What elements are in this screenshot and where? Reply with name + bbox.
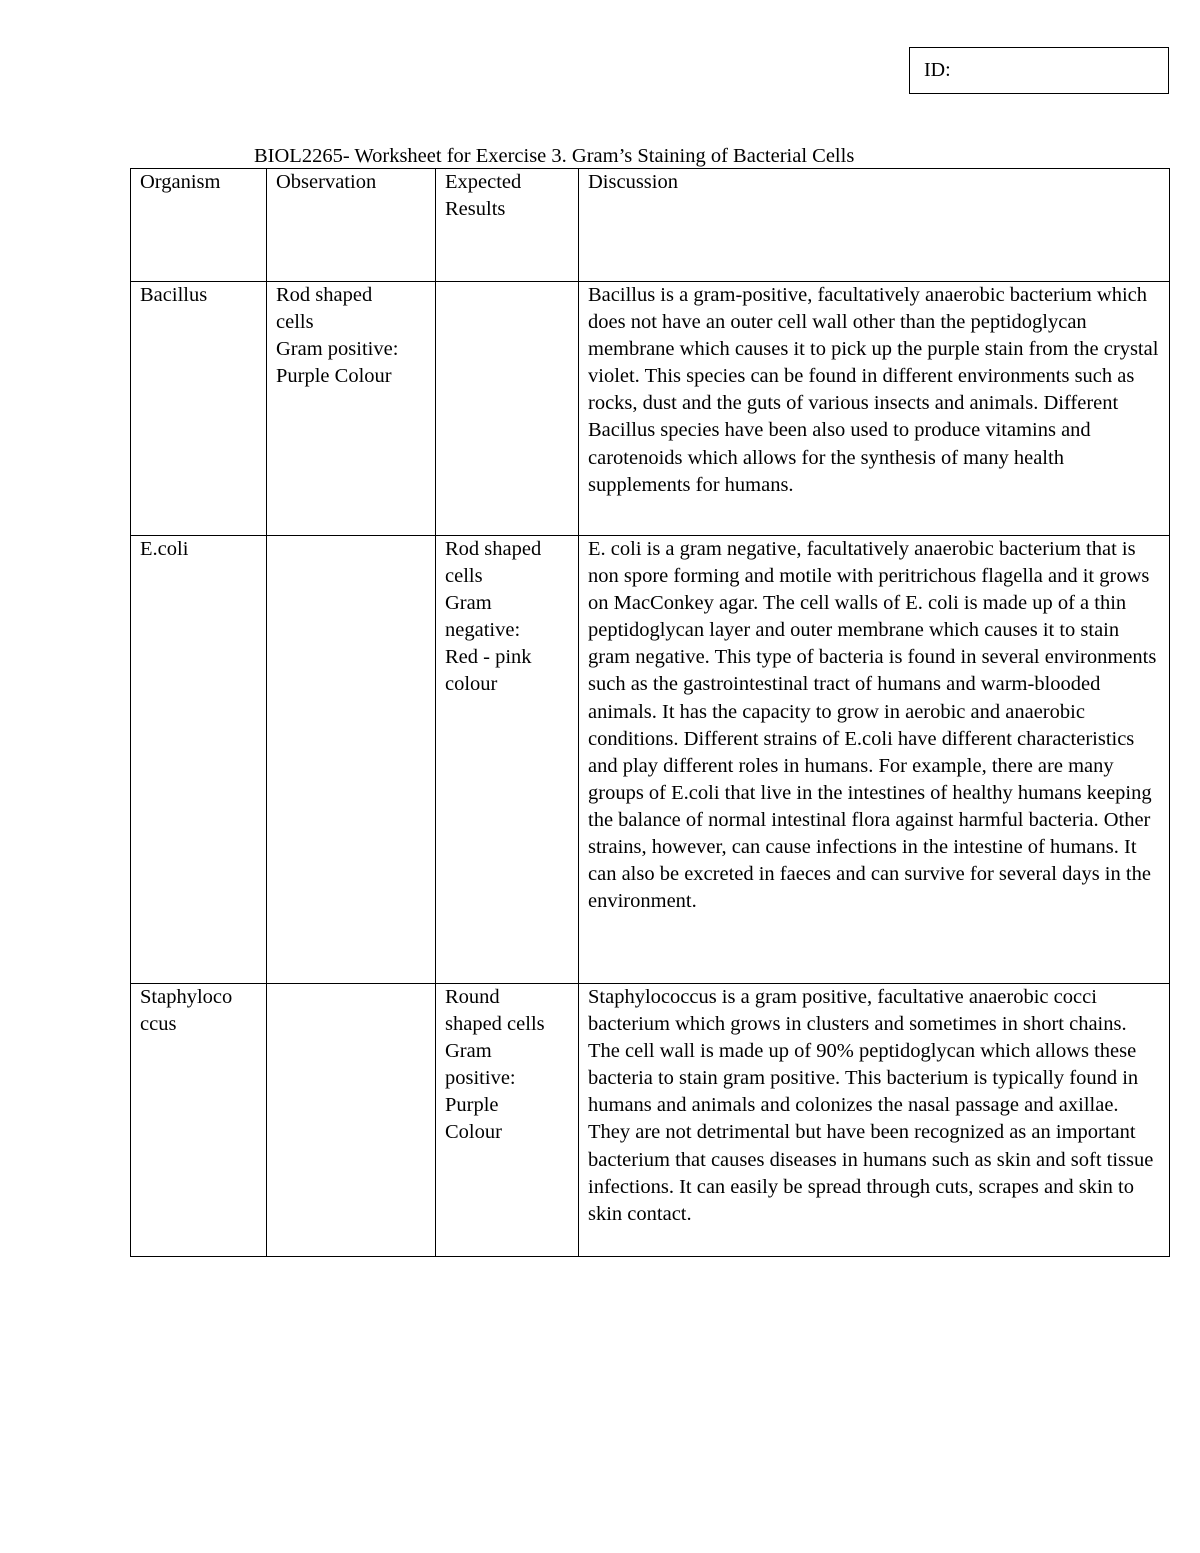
organism-cell: Bacillus [131, 282, 267, 536]
id-field[interactable] [909, 47, 1169, 94]
expected-results-cell [436, 282, 579, 536]
discussion-cell: E. coli is a gram negative, facultatively anaerobic bacterium that is non spore forming and motile with peritrichous flagella and it grows on MacConkey agar. The cell walls of E. coli is made up of a thin peptidoglycan layer and outer membrane which causes it to stain gram negative. This type of bacteria is found in several environments such as the gastrointestinal tract of humans and warm-blooded animals. It has the capacity to grow in aerobic and anaerobic conditions. Different strains of E.coli have different characteristics and play different roles in humans. For example, there are many groups of E.coli that live in the intestines of healthy humans keeping the balance of normal intestinal flora against harmful bacteria. Other strains, however, can cause infections in the intestine of humans. It can also be excreted in faeces and can survive for several days in the environment. [579, 536, 1170, 984]
header-discussion: Discussion [579, 169, 1170, 282]
table-header-row [131, 169, 1170, 282]
observation-cell [267, 536, 436, 984]
worksheet-title: BIOL2265- Worksheet for Exercise 3. Gram’s Staining of Bacterial Cells [254, 145, 855, 167]
table-row-staphylococcus [131, 984, 1170, 1257]
header-observation: Observation [267, 169, 436, 282]
organism-cell: Staphyloco ccus [131, 984, 267, 1257]
header-organism: Organism [131, 169, 267, 282]
table-row-ecoli [131, 536, 1170, 984]
expected-results-cell: Round shaped cells Gram positive: Purple Colour [436, 984, 579, 1257]
header-expected-results: Expected Results [436, 169, 579, 282]
id-label: ID: [924, 59, 951, 81]
observation-cell [267, 984, 436, 1257]
results-table [130, 168, 1170, 1257]
discussion-cell: Bacillus is a gram-positive, facultatively anaerobic bacterium which does not have an outer cell wall other than the peptidoglycan membrane which causes it to pick up the purple stain from the crystal violet. This species can be found in different environments such as rocks, dust and the guts of various insects and animals. Different Bacillus species have been also used to produce vitamins and carotenoids which allows for the synthesis of many health supplements for humans. [579, 282, 1170, 536]
table-row-bacillus [131, 282, 1170, 536]
discussion-cell: Staphylococcus is a gram positive, facultative anaerobic cocci bacterium which grows in clusters and sometimes in short chains. The cell wall is made up of 90% peptidoglycan which allows these bacteria to stain gram positive. This bacterium is typically found in humans and animals and colonizes the nasal passage and axillae. They are not detrimental but have been recognized as an important bacterium that causes diseases in humans such as skin and soft tissue infections. It can easily be spread through cuts, scrapes and skin to skin contact. [579, 984, 1170, 1257]
organism-cell: E.coli [131, 536, 267, 984]
expected-results-cell: Rod shaped cells Gram negative: Red - pink colour [436, 536, 579, 984]
observation-cell: Rod shaped cells Gram positive: Purple Colour [267, 282, 436, 536]
